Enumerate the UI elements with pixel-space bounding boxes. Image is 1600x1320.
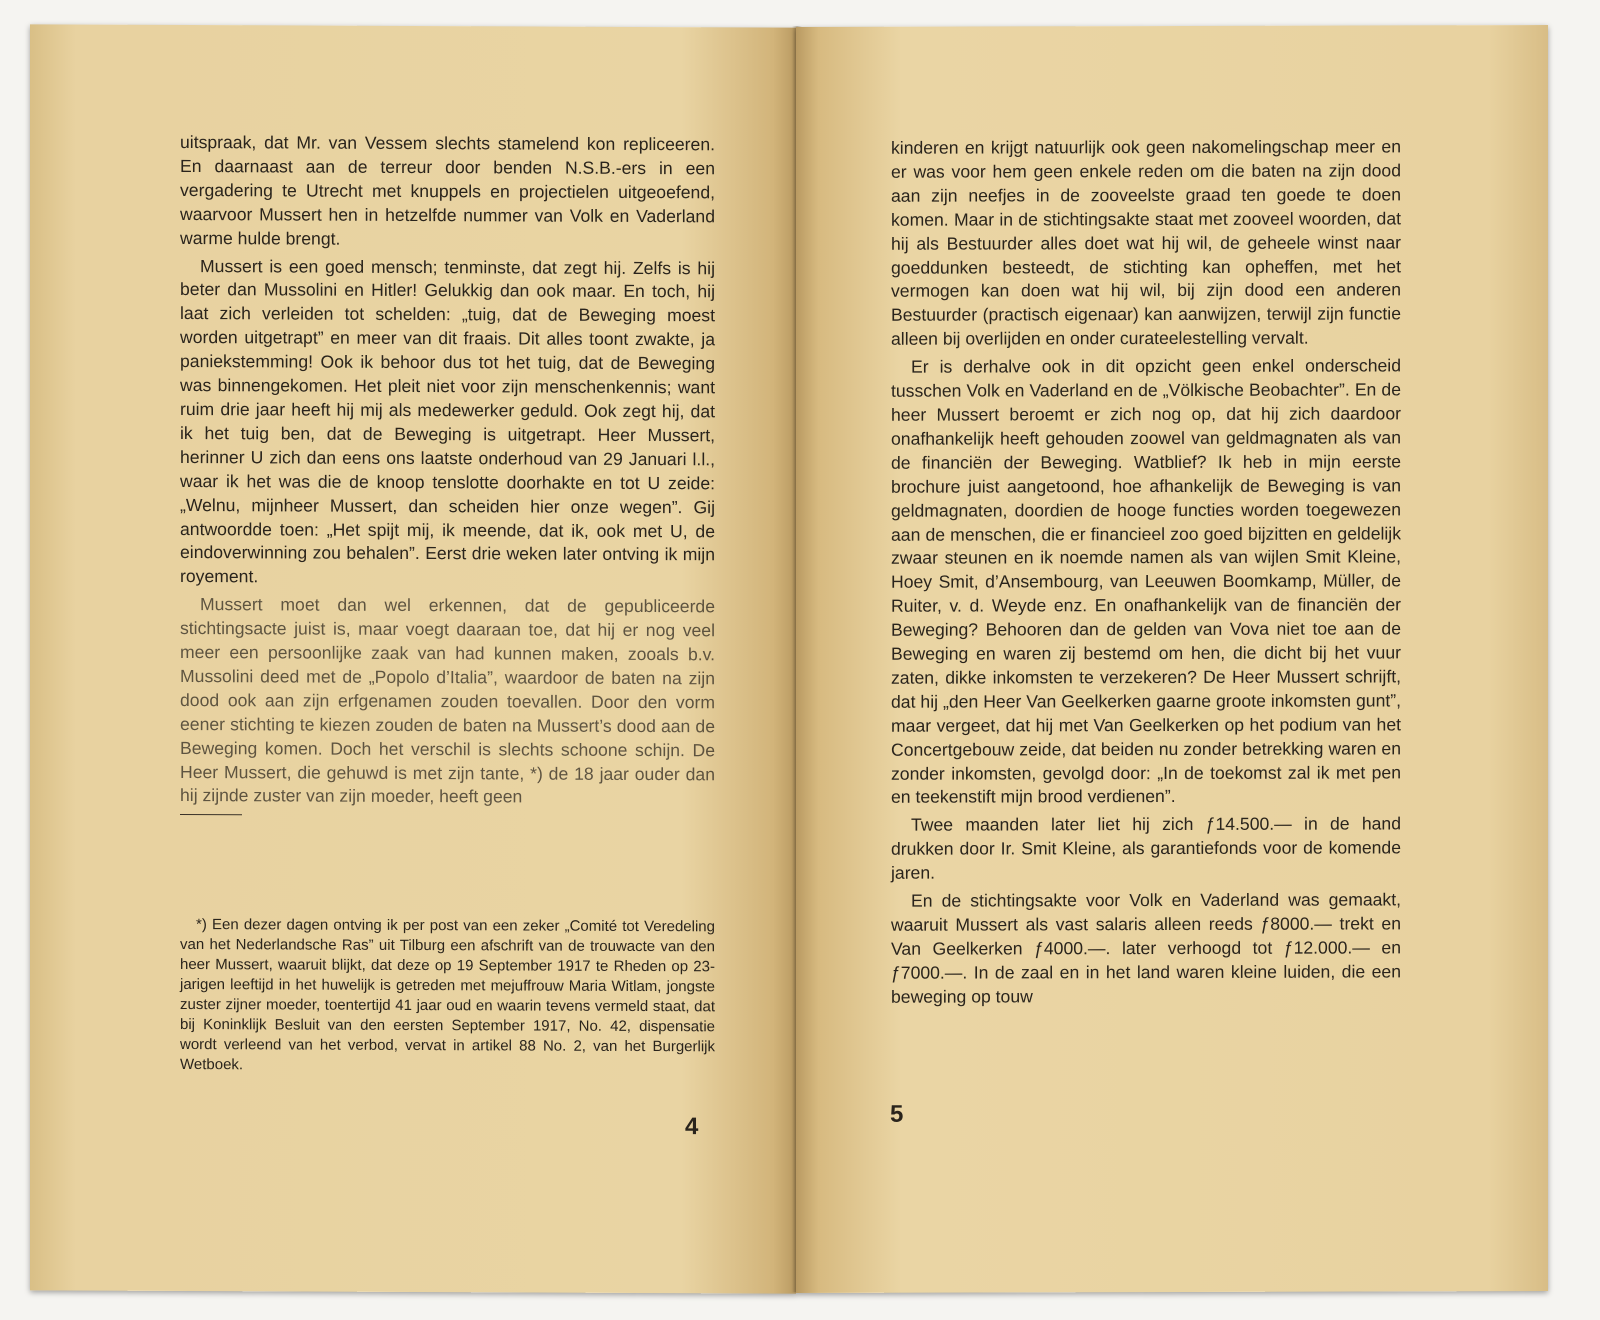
page-number-left: 4 (685, 1113, 699, 1141)
left-paragraph-1: uitspraak, dat Mr. van Vessem slechts stamelend kon repliceeren. En daarnaast aan de terreur door benden N.S.B.-ers in een vergadering te Utrecht met knuppels en projectielen uitgeoefend, waarvoor Mussert hen in hetzelfde nummer van Volk en Vaderland warme hulde brengt. (180, 131, 715, 249)
open-booklet (22, 26, 1558, 1294)
left-page (30, 24, 796, 1293)
left-footnote: *) Een dezer dagen ontving ik per post van een zeker „Comité tot Veredeling van het Nederlandsche Ras” uit Tilburg een afschrift van de trouwacte van den heer Mussert, waaruit blijkt, dat deze op 19 September 1917 te Rheden op 23-jarigen leeftijd in het huwelijk is getreden met mejuffrouw Maria Witlam, jongste zuster zijner moeder, toentertijd 41 jaar oud en waarin tevens vermeld staat, dat bij Koninklijk Besluit van den eersten September 1917, No. 42, dispensatie wordt verleend van het verbod, vervat in artikel 88 No. 2, van het Burgerlijk Wetboek. (180, 916, 715, 1074)
left-paragraph-2: Mussert is een goed mensch; tenminste, dat zegt hij. Zelfs is hij beter dan Mussolini en Hitler! Gelukkig dan ook maar. En toch, hij laat zich verleiden tot schelden: „tuig, dat de Beweging moest worden uitgetrapt” en meer van dit fraais. Dit alles toont zwakte, ja paniekstemming! Ook ik behoor dus tot het tuig, dat de Beweging was binnengekomen. Het pleit niet voor zijn menschenkennis; want ruim drie jaar heeft hij mij als medewerker geduld. Ook zegt hij, dat ik het tuig ben, dat de Beweging is uitgetrapt. Heer Mussert, herinner U zich dan eens ons laatste onderhoud van 29 Januari l.l., waar ik het was die de knoop tenslotte doorhakte en tot U zeide: „Welnu, mijnheer Mussert, dan scheiden hier onze wegen”. Gij antwoordde toen: „Het spijt mij, ik meende, dat ik, ook met U, de eindoverwinning zou behalen”. Eerst drie weken later ontving ik mijn royement. (180, 255, 715, 587)
right-paragraph-2: Er is derhalve ook in dit opzicht geen enkel onderscheid tusschen Volk en Vaderland en de „Völkische Beobachter”. En de heer Mussert beroemt er zich nog op, dat hij zich daardoor onafhankelijk heeft gehouden zoowel van geldmagnaten als van de financiën der Beweging. Watblief? Ik heb in mijn eerste brochure juist aangetoond, hoe afhankelijk de Beweging is van geldmagnaten, doordien de hooge functies worden toegewezen aan de menschen, die er financieel zoo goed bijzitten en geldelijk zwaar steunen en ik noemde namen als van wijlen Smit Kleine, Hoey Smit, d’Ansembourg, van Leeuwen Boomkamp, Müller, de Ruiter, v. d. Weyde enz. En onafhankelijk van de financiën der Beweging? Behooren dan de gelden van Vova niet toe aan de Beweging en waren zij bestemd om hen, die dicht bij het vuur zaten, dikke inkomsten te verzekeren? De Heer Mussert schrijft, dat hij „den Heer Van Geelkerken gaarne groote inkomsten gunt”, maar vergeet, dat hij met Van Geelkerken op het podium van het Concertgebouw zeide, dat beiden nu zonder betrekking waren en zonder inkomsten, gevolgd door: „In de toekomst zal ik met pen en teekenstift mijn brood verdienen”. (891, 355, 1401, 808)
footnote-divider (180, 814, 242, 815)
left-paragraph-3: Mussert moet dan wel erkennen, dat de gepubliceerde stichtingsacte juist is, maar voegt daaraan toe, dat hij er nog veel meer een persoonlijke zaak van had kunnen maken, zooals b.v. Mussolini deed met de „Popolo d’Italia”, waardoor de baten na zijn dood ook aan zijn erfgenamen zouden toevallen. Door den vorm eener stichting te kiezen zouden de baten na Mussert’s dood aan de Beweging komen. Doch het verschil is slechts schoone schijn. De Heer Mussert, die gehuwd is met zijn tante, *) de 18 jaar ouder dan hij zijnde zuster van zijn moeder, heeft geen (180, 594, 715, 807)
left-page-body (180, 131, 715, 822)
page-number-right: 5 (890, 1100, 904, 1128)
right-paragraph-4: En de stichtingsakte voor Volk en Vaderland was gemaakt, waaruit Mussert als vast salaris alleen reeds ƒ8000.— trekt en Van Geelkerken ƒ4000.—. later verhoogd tot ƒ12.000.— en ƒ7000.—. In de zaal en in het land waren kleine luiden, die een beweging op touw (891, 889, 1401, 1007)
right-page-body (891, 135, 1401, 1013)
right-paragraph-3: Twee maanden later liet hij zich ƒ14.500.— in de hand drukken door Ir. Smit Kleine, als garantiefonds voor de komende jaren. (891, 813, 1401, 883)
right-paragraph-1: kinderen en krijgt natuurlijk ook geen nakomelingschap meer en er was voor hem geen enkele reden om die baten na zijn dood aan zijn neefjes in de zooveelste graad ten goede te doen komen. Maar in de stichtingsakte staat met zooveel woorden, dat hij als Bestuurder alles doet wat hij wil, de geheele winst naar goeddunken besteedt, de stichting kan opheffen, met het vermogen kan doen wat hij wil, bij zijn dood een anderen Bestuurder (practisch eigenaar) kan aanwijzen, terwijl zijn functie alleen bij overlijden en onder curateelestelling vervalt. (891, 136, 1401, 349)
right-page (796, 25, 1548, 1293)
